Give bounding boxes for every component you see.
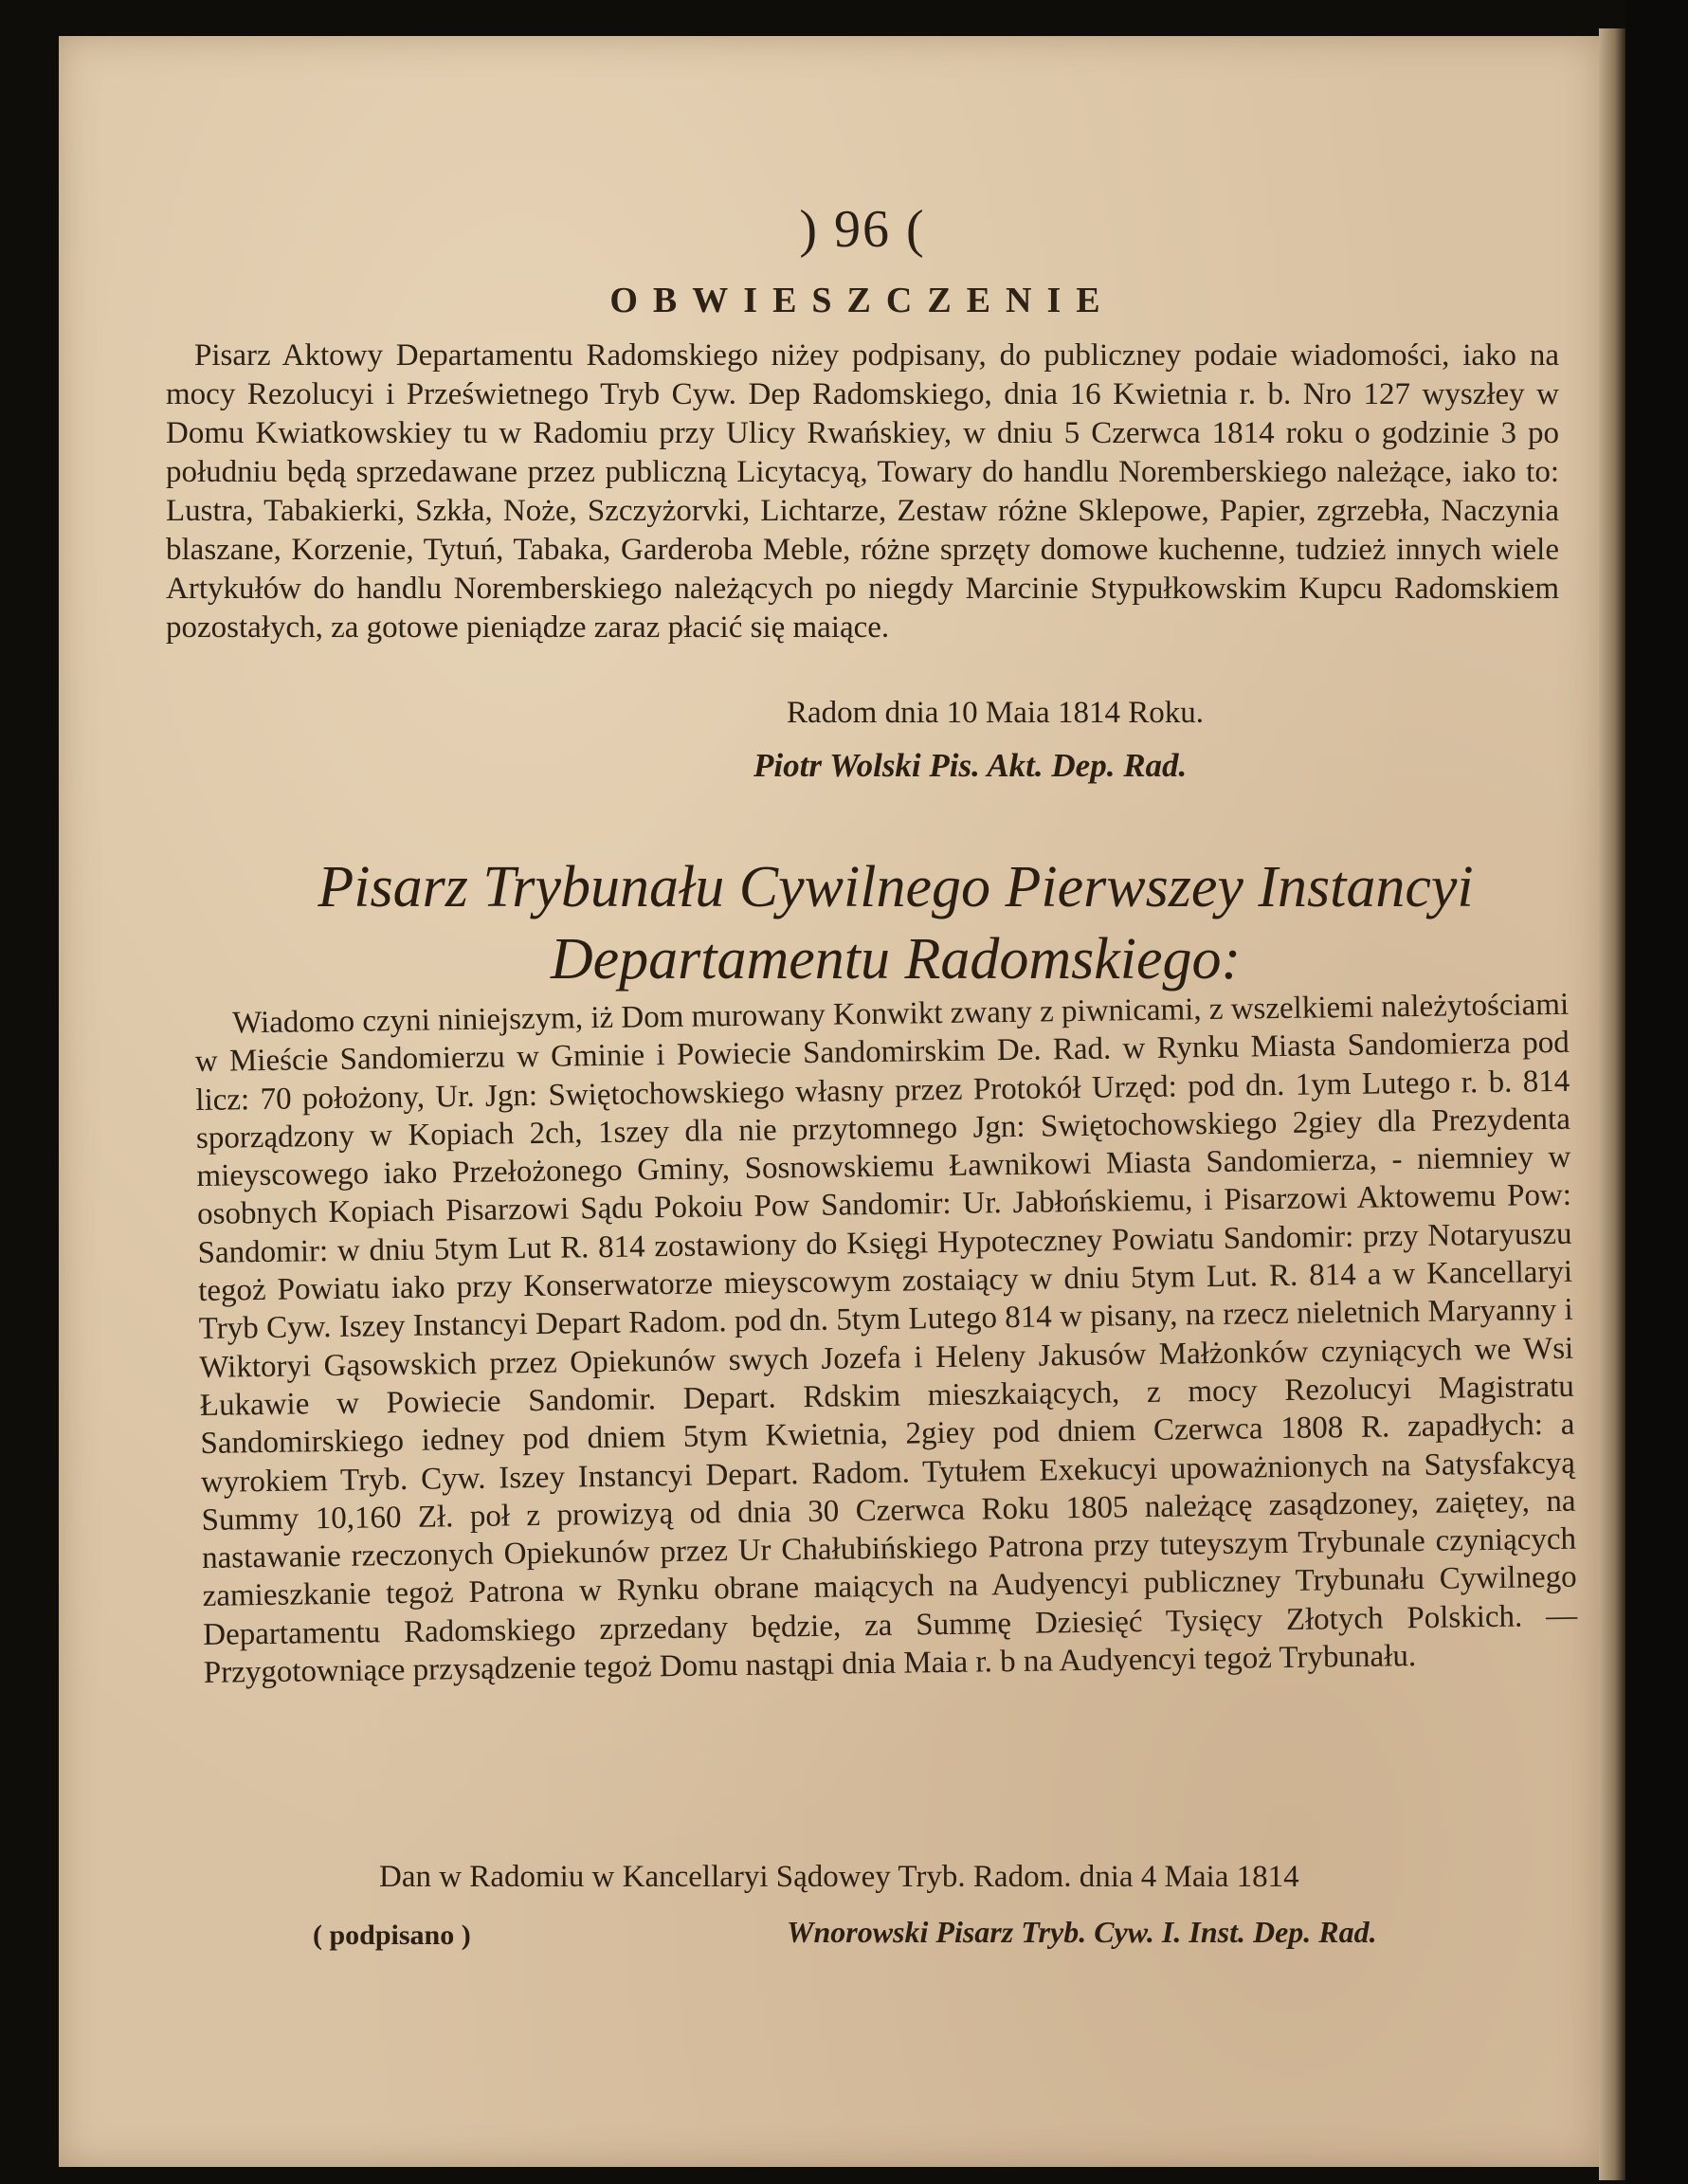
auction-notice-body: Pisarz Aktowy Departamentu Radomskiego niżey podpisany, do publiczney podaie wiadomości, iako na mocy Rezolucyi i Prześwietnego Tryb Cyw. Dep Radomskiego, dnia 16 Kwietnia r. b. Nro 127 wyszłey w Domu Kwiatkowskiey tu w Radomiu przy Ulicy Rwańskiey, w dniu 5 Czerwca 1814 roku o godzinie 3 po południu będą sprzedawane przez publiczną Licytacyą, Towary do handlu Noremberskiego należące, iako to: Lustra, Tabakierki, Szkła, Noże, Szczyżorvki, Lichtarze, Zestaw różne Sklepowe, Papier, zgrzebła, Naczynia blaszane, Korzenie, Tytuń, Tabaka, Garderoba Meble, różne sprzęty domowe kuchenne, tudzież innych wiele Artykułów do handlu Noremberskiego należących po niegdy Marcinie Stypułkowskim Kupcu Radomskiem pozostałych, za gotowe pieniądze zaraz płacić się maiące. [166, 338, 1559, 645]
tribunal-heading-line2: Departamentu Radomskiego: [550, 927, 1242, 992]
auction-notice-signature: Piotr Wolski Pis. Akt. Dep. Rad. [753, 747, 1188, 784]
house-sale-notice [194, 986, 1578, 1693]
notice-heading: OBWIESZCZENIE [609, 281, 1116, 320]
tribunal-heading [209, 851, 1583, 995]
page-number: ) 96 ( [799, 200, 926, 259]
book-binding [1625, 0, 1688, 2184]
house-sale-notice-signature: Wnorowski Pisarz Tryb. Cyw. I. Inst. Dep. Rad. [787, 1915, 1377, 1949]
signed-label: ( podpisano ) [313, 1920, 471, 1951]
tribunal-heading-line1: Pisarz Trybunału Cywilnego Pierwszey Instancyi [318, 855, 1474, 919]
house-sale-notice-date: Dan w Radomiu w Kancellaryi Sądowey Tryb. Radom. dnia 4 Maia 1814 [379, 1860, 1299, 1894]
auction-notice-date: Radom dnia 10 Maia 1814 Roku. [787, 696, 1204, 730]
page-edge [1599, 28, 1625, 2180]
house-sale-notice-body: Wiadomo czyni niniejszym, iż Dom murowany Konwikt zwany z piwnicami, z wszelkiemi należytościami w Mieście Sandomierzu w Gminie i Powiecie Sandomirskim De. Rad. w Rynku Miasta Sandomierza pod licz: 70 położony, Ur. Jgn: Swiętochowskiego własny przez Protokół Urzęd: pod dn. 1ym Lutego r. b. 814 sporządzony w Kopiach 2ch, 1szey dla nie przytomnego Jgn: Swiętochowskiego 2giey dla Prezydenta mieyscowego iako Przełożonego Gminy, Sosnowskiemu Ławnikowi Miasta Sandomierza, - niemniey w osobnych Kopiach Pisarzowi Sądu Pokoiu Pow Sandomir: Ur. Jabłońskiemu, i Pisarzowi Aktowemu Pow: Sandomir: w dniu 5tym Lut R. 814 zostawiony do Księgi Hypoteczney Powiatu Sandomir: przy Notaryuszu tegoż Powiatu iako przy Konserwatorze mieyscowym zostaiący w dniu 5tym Lut. R. 814 a w Kancellaryi Tryb Cyw. Iszey Instancyi Depart Radom. pod dn. 5tym Lutego 814 w pisany, na rzecz nieletnich Maryanny i Wiktoryi Gąsowskich przez Opiekunów swych Jozefa i Heleny Jakusów Małżonków czyniących we Wsi Łukawie w Powiecie Sandomir. Depart. Rdskim mieszkaiących, z mocy Rezolucyi Magistratu Sandomirskiego iedney pod dniem 5tym Kwietnia, 2giey pod dniem Czerwca 1808 R. zapadłych: a wyrokiem Tryb. Cyw. Iszey Instancyi Depart. Radom. Tytułem Exekucyi upoważnionych na Satysfakcyą Summy 10,160 Zł. poł z prowizyą od dnia 30 Czerwca Roku 1805 należącę zasądzoney, zaiętey, na nastawanie rzeczonych Opiekunów przez Ur Chałubińskiego Patrona przy tuteyszym Trybunale czyniących zamieszkanie tegoż Patrona w Rynku obrane maiących na Audyencyi publiczney Trybunału Cywilnego Departamentu Radomskiego zprzedany będzie, za Summę Dziesięć Tysięcy Złotych Polskich. — Przygotowniące przysądzenie tegoż Domu nastąpi dnia Maia r. b na Audyencyi tegoż Trybunału. [194, 987, 1578, 1690]
auction-notice [166, 337, 1559, 647]
